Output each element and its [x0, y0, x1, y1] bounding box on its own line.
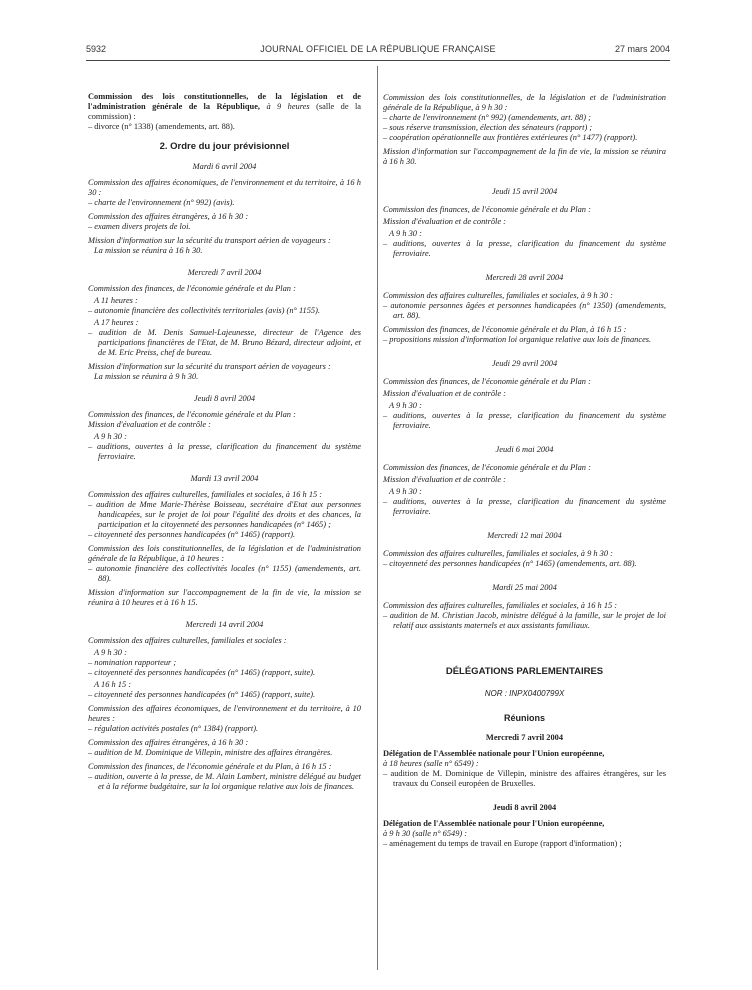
agenda-item: – audition de Mme Marie-Thérèse Boisseau, secrétaire d'Etat aux personnes handicapées, sur le projet de loi pour l'égalité des droits et des chances, la participation et la citoyenneté des personnes handicapées (n° 1465) ; [88, 500, 361, 529]
time-label: A 17 heures : [94, 318, 139, 327]
time-label: A 9 h 30 : [389, 487, 422, 496]
paragraph: Mission d'information sur la sécurité du transport aérien de voyageurs : [88, 236, 331, 245]
header-rule [86, 60, 670, 61]
paragraph: Commission des lois constitutionnelles, de la législation et de l'administration générale de la République, à 9 h 30 : [383, 93, 666, 112]
paragraph: Mission d'évaluation et de contrôle : [88, 420, 211, 429]
paragraph: Commission des affaires économiques, de l'environnement et du territoire, à 10 heures : [88, 704, 361, 723]
agenda-item: – auditions, ouvertes à la presse, clarification du financement du système ferroviaire. [383, 411, 666, 430]
meeting-place: (salle de la commission) : [88, 102, 362, 121]
paragraph [88, 92, 361, 122]
agenda-item: – autonomie financière des collectivités territoriales (avis) (n° 1155). [88, 306, 320, 315]
agenda-item: – audition de M. Dominique de Villepin, ministre des affaires étrangères. [88, 748, 333, 757]
nor-reference: NOR : INPX0400799X [484, 689, 565, 698]
agenda-item: – divorce (n° 1338) (amendements, art. 88). [88, 122, 235, 131]
paragraph: Commission des affaires culturelles, familiales et sociales, à 16 h 15 : [88, 490, 323, 499]
agenda-item: – coopération opérationnelle aux frontières extérieures (n° 1477) (rapport). [383, 133, 638, 142]
paragraph: Commission des finances, de l'économie générale et du Plan : [383, 463, 591, 472]
paragraph: Mission d'information sur l'accompagnement de la fin de vie, la mission se réunira à 16 h 30. [383, 147, 666, 166]
time-label: A 11 heures : [94, 296, 138, 305]
paragraph: Mission d'évaluation et de contrôle : [383, 389, 506, 398]
date-heading: Mardi 6 avril 2004 [192, 162, 257, 171]
date-heading: Mercredi 14 avril 2004 [185, 620, 264, 629]
subsection-title: Réunions [503, 713, 545, 723]
agenda-item: – auditions, ouvertes à la presse, clarification du financement du système ferroviaire. [383, 497, 666, 516]
time-label: A 9 h 30 : [389, 229, 422, 238]
time-label: A 9 h 30 : [94, 432, 127, 441]
agenda-item: – aménagement du temps de travail en Europe (rapport d'information) ; [383, 839, 622, 848]
paragraph: Commission des finances, de l'économie générale et du Plan : [88, 284, 296, 293]
agenda-item: – autonomie financière des collectivités locales (n° 1155) (amendements, art. 88). [88, 564, 361, 583]
page-header [86, 44, 670, 58]
paragraph: Mission d'information sur la sécurité du transport aérien de voyageurs : [88, 362, 331, 371]
delegation-name: Délégation de l'Assemblée nationale pour l'Union européenne, [383, 749, 605, 758]
date-heading: Mardi 13 avril 2004 [190, 474, 259, 483]
agenda-item: – citoyenneté des personnes handicapées (n° 1465) (rapport, suite). [88, 690, 316, 699]
paragraph: Commission des finances, de l'économie générale et du Plan : [383, 377, 591, 386]
agenda-item: – citoyenneté des personnes handicapées (n° 1465) (amendements, art. 88). [383, 559, 637, 568]
date-heading: Jeudi 8 avril 2004 [193, 394, 256, 403]
meeting-time: à 9 heures [266, 102, 310, 111]
date-heading: Mercredi 7 avril 2004 [187, 268, 262, 277]
paragraph: Commission des finances, de l'économie générale et du Plan, à 16 h 15 : [383, 325, 627, 334]
journal-title: JOURNAL OFFICIEL DE LA RÉPUBLIQUE FRANÇAISE [260, 44, 496, 54]
time-label: A 9 h 30 : [389, 401, 422, 410]
paragraph: Commission des affaires culturelles, familiales et sociales, à 9 h 30 : [383, 291, 613, 300]
agenda-item: – sous réserve transmission, élection des sénateurs (rapport) ; [383, 123, 593, 132]
meeting-time: à 18 heures (salle n° 6549) : [383, 759, 479, 768]
section-title: 2. Ordre du jour prévisionnel [159, 141, 290, 152]
page-number: 5932 [86, 44, 107, 54]
right-column [383, 93, 666, 849]
date-heading: Jeudi 29 avril 2004 [491, 359, 558, 368]
date-heading: Mercredi 28 avril 2004 [485, 273, 564, 282]
time-label: A 9 h 30 : [94, 648, 127, 657]
delegation-name: Délégation de l'Assemblée nationale pour l'Union européenne, [383, 819, 605, 828]
agenda-item: – audition, ouverte à la presse, de M. Alain Lambert, ministre délégué au budget et à la réforme budgétaire, sur la loi organique relative aux lois de finances. [88, 772, 361, 791]
paragraph: Commission des lois constitutionnelles, de la législation et de l'administration générale de la République, à 10 heures : [88, 544, 361, 563]
column-separator [377, 66, 378, 970]
agenda-item: – citoyenneté des personnes handicapées (n° 1465) (rapport, suite). [88, 668, 316, 677]
date-heading: Mardi 25 mai 2004 [492, 583, 557, 592]
paragraph: Commission des affaires étrangères, à 16 h 30 : [88, 212, 249, 221]
agenda-item: – nomination rapporteur ; [88, 658, 177, 667]
agenda-item: – audition de M. Dominique de Villepin, ministre des affaires étrangères, sur les travaux du Conseil européen de Bruxelles. [383, 769, 666, 788]
paragraph: La mission se réunira à 16 h 30. [94, 246, 203, 255]
paragraph: Mission d'évaluation et de contrôle : [383, 217, 506, 226]
date-heading: Jeudi 6 mai 2004 [495, 445, 554, 454]
agenda-item: – régulation activités postales (n° 1384) (rapport). [88, 724, 259, 733]
commission-name: Commission des lois constitutionnelles, de la législation et de l'administration générale de la République, [88, 92, 361, 111]
agenda-item: – citoyenneté des personnes handicapées (n° 1465) (rapport). [88, 530, 296, 539]
paragraph: Mission d'information sur l'accompagnement de la fin de vie, la mission se réunira à 10 heures et à 16 h 15. [88, 588, 361, 607]
paragraph: Commission des affaires culturelles, familiales et sociales : [88, 636, 287, 645]
meeting-time: à 9 h 30 (salle n° 6549) : [383, 829, 468, 838]
issue-date: 27 mars 2004 [614, 44, 670, 54]
agenda-item: – autonomie personnes âgées et personnes handicapées (n° 1350) (amendements, art. 88). [383, 301, 666, 320]
left-column [88, 92, 361, 792]
date-heading: Jeudi 15 avril 2004 [491, 187, 558, 196]
time-label: A 16 h 15 : [94, 680, 132, 689]
date-heading: Mercredi 7 avril 2004 [485, 733, 564, 742]
section-title: DÉLÉGATIONS PARLEMENTAIRES [445, 666, 604, 677]
agenda-item: – auditions, ouvertes à la presse, clarification du financement du système ferroviaire. [88, 442, 361, 461]
paragraph: Commission des affaires étrangères, à 16 h 30 : [88, 738, 249, 747]
paragraph: Commission des affaires culturelles, familiales et sociales, à 16 h 15 : [383, 601, 618, 610]
paragraph: Commission des finances, de l'économie générale et du Plan : [383, 205, 591, 214]
agenda-item: – audition de M. Denis Samuel-Lajeunesse, directeur de l'Agence des participations financières de l'Etat, de M. Bruno Bézard, directeur adjoint, et de M. Eric Preiss, chef de bureau. [88, 328, 361, 357]
date-heading: Mercredi 12 mai 2004 [487, 531, 562, 540]
paragraph: Commission des finances, de l'économie générale et du Plan : [88, 410, 296, 419]
paragraph: Commission des affaires économiques, de l'environnement et du territoire, à 16 h 30 : [88, 178, 361, 197]
paragraph: Commission des affaires culturelles, familiales et sociales, à 9 h 30 : [383, 549, 613, 558]
date-heading: Jeudi 8 avril 2004 [492, 803, 557, 812]
paragraph: Commission des finances, de l'économie générale et du Plan, à 16 h 15 : [88, 762, 332, 771]
agenda-item: – propositions mission d'information loi organique relative aux lois de finances. [383, 335, 652, 344]
agenda-item: – audition de M. Christian Jacob, ministre délégué à la famille, sur le projet de loi relatif aux assistants maternels et aux assistants familiaux. [383, 611, 666, 630]
agenda-item: – auditions, ouvertes à la presse, clarification du financement du système ferroviaire. [383, 239, 666, 258]
paragraph: La mission se réunira à 9 h 30. [94, 372, 199, 381]
paragraph: Mission d'évaluation et de contrôle : [383, 475, 506, 484]
agenda-item: – charte de l'environnement (n° 992) (avis). [88, 198, 235, 207]
agenda-item: – examen divers projets de loi. [88, 222, 191, 231]
agenda-item: – charte de l'environnement (n° 992) (amendements, art. 88) ; [383, 113, 591, 122]
